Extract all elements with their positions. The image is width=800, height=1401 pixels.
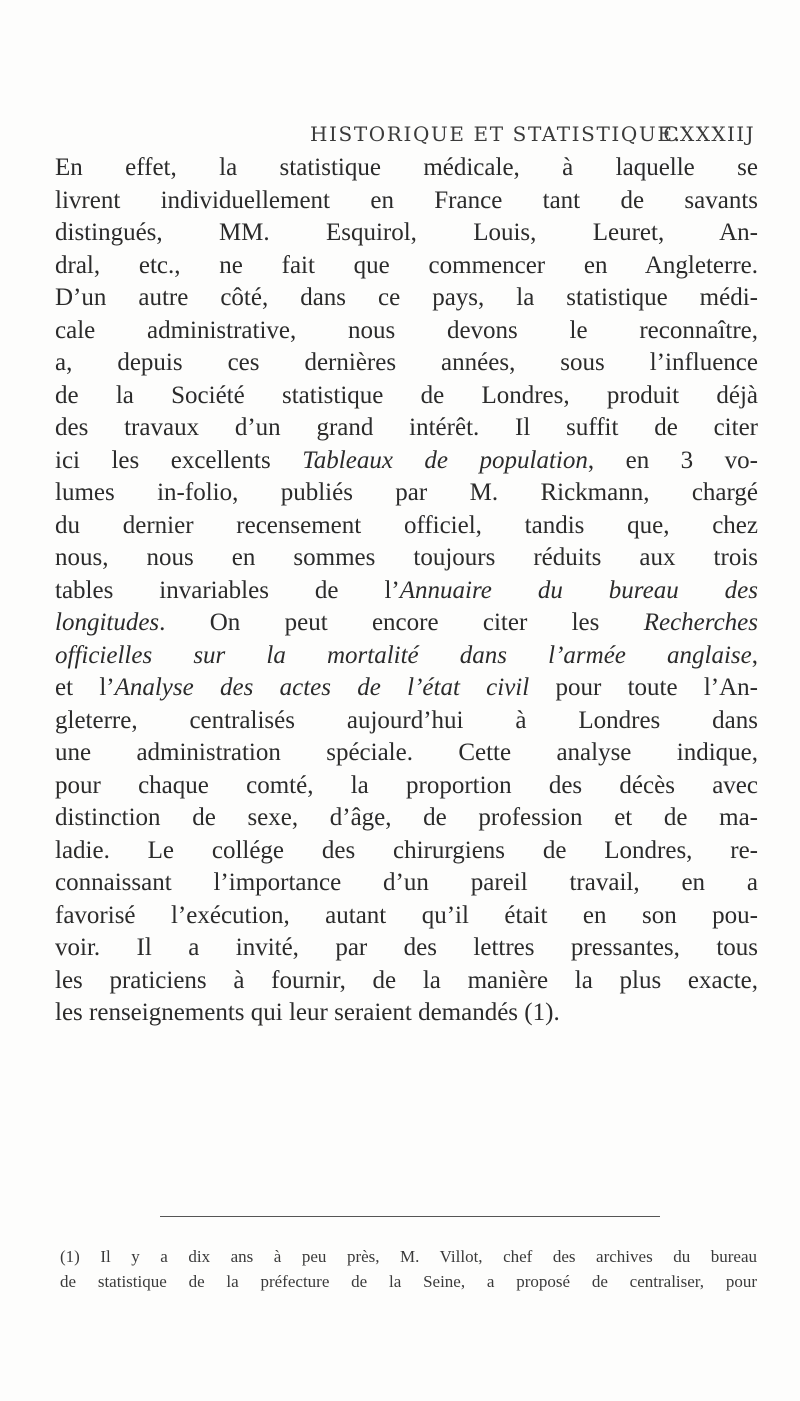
text-run: , en 3 vo- [587, 446, 759, 474]
italic-title: Tableaux de population [302, 446, 588, 474]
text-run: des travaux d’un grand intérêt. Il suffit de citer [55, 414, 758, 441]
text-line [55, 672, 758, 705]
text-run: pour chaque comté, la proportion des décès avec [55, 771, 758, 799]
text-line [55, 315, 758, 348]
italic-title: Recherches [643, 609, 758, 636]
text-line [55, 152, 758, 185]
text-run: et l’ [55, 674, 115, 701]
text-run: En effet, la statistique médicale, à laquelle se [55, 154, 758, 181]
text-line [55, 900, 758, 933]
text-line [55, 737, 758, 770]
text-line [55, 575, 758, 608]
text-run: D’un autre côté, dans ce pays, la statistique médi- [55, 284, 758, 311]
text-run: les renseignements qui leur seraient demandés (1). [55, 999, 560, 1026]
text-run: a, depuis ces dernières années, sous l’influence [55, 349, 758, 376]
text-line [55, 185, 758, 218]
text-run: dral, etc., ne fait que commencer en Angleterre. [55, 251, 758, 279]
text-line [55, 412, 758, 445]
text-line [55, 835, 758, 868]
text-run: favorisé l’exécution, autant qu’il était en son pou- [55, 901, 758, 929]
text-run: une administration spéciale. Cette analyse indique, [55, 739, 758, 766]
running-head-title: HISTORIQUE ET STATISTIQUE. [310, 122, 682, 146]
text-run: distinction de sexe, d’âge, de profession et de ma- [55, 804, 758, 831]
text-line [55, 445, 758, 478]
text-line [55, 282, 758, 315]
text-run: connaissant l’importance d’un pareil travail, en a [55, 869, 758, 896]
footnote-line: (1) Il y a dix ans à peu près, M. Villot, chef des archives du bureau [60, 1247, 757, 1266]
body-text [55, 152, 758, 1030]
text-run: lumes in-folio, publiés par M. Rickmann, chargé [55, 479, 758, 506]
text-run: , [751, 641, 758, 669]
italic-title: Analyse des actes de l’état civil [114, 674, 530, 701]
text-line [55, 932, 758, 965]
text-line [55, 802, 758, 835]
text-run: ici les excellents [55, 446, 303, 474]
text-run: nous, nous en sommes toujours réduits aux trois [55, 544, 758, 571]
page-number: CXXXIIJ [663, 122, 755, 146]
text-run: du dernier recensement officiel, tandis que, chez [55, 511, 758, 539]
text-run: pour toute l’An- [529, 674, 758, 701]
text-run: de la Société statistique de Londres, produit déjà [55, 381, 758, 409]
text-line [55, 607, 758, 640]
italic-title: Annuaire du bureau des [399, 576, 758, 604]
text-line [55, 640, 758, 673]
italic-title: longitudes [55, 609, 160, 636]
text-run: cale administrative, nous devons le reconnaître, [55, 316, 758, 344]
text-run: tables invariables de l’ [55, 576, 400, 604]
text-line [55, 542, 758, 575]
running-head [55, 122, 755, 152]
text-run: voir. Il a invité, par des lettres pressantes, tous [55, 934, 758, 961]
italic-title: officielles sur la mortalité dans l’armée anglaise [55, 641, 752, 669]
text-line [55, 217, 758, 250]
text-run: livrent individuellement en France tant de savants [55, 186, 758, 214]
footnote-line: de statistique de la préfecture de la Seine, a proposé de centraliser, pour [60, 1272, 757, 1291]
text-line [55, 477, 758, 510]
text-line [55, 965, 758, 998]
text-run: distingués, MM. Esquirol, Louis, Leuret, An- [55, 219, 758, 246]
text-line [55, 770, 758, 803]
text-line [55, 250, 758, 283]
footnote-rule [160, 1216, 660, 1217]
text-line [55, 867, 758, 900]
text-line [55, 380, 758, 413]
text-run: les praticiens à fournir, de la manière la plus exacte, [55, 966, 758, 994]
text-run: . On peut encore citer les [159, 609, 644, 636]
text-line [55, 347, 758, 380]
footnote [60, 1244, 757, 1294]
text-line [55, 510, 758, 543]
text-run: ladie. Le collége des chirurgiens de Londres, re- [55, 836, 758, 864]
text-line [55, 997, 758, 1030]
text-run: gleterre, centralisés aujourd’hui à Londres dans [55, 706, 758, 734]
text-line [55, 705, 758, 738]
